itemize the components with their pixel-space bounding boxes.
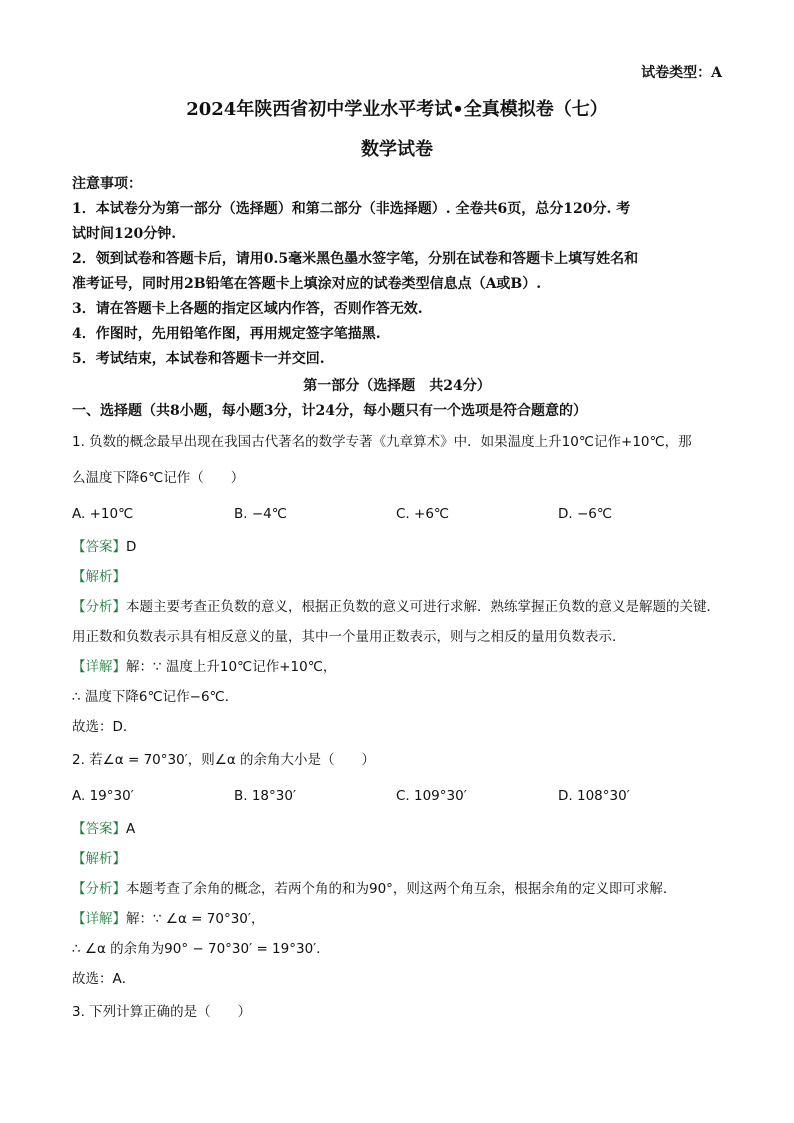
notes-line: 准考证号，同时用2B铅笔在答题卡上填涂对应的试卷类型信息点（A或B）. <box>72 276 542 292</box>
exam-type-label: 试卷类型：A <box>641 65 722 81</box>
fenxi-text: 本题主要考查正负数的意义，根据正负数的意义可进行求解．熟练掌握正负数的意义是解题的关键．用正数和负数表示具有相反意义的量，其中一个量用正数表示，则与之相反的量用负数表示． <box>72 599 720 645</box>
option-b: B. −4℃ <box>234 506 287 522</box>
notes-line: 5．考试结束，本试卷和答题卡一并交回. <box>72 351 325 367</box>
fenxi-paragraph <box>72 874 722 904</box>
option-a: A. +10℃ <box>72 506 134 522</box>
answer-tag: 【答案】 <box>72 539 126 555</box>
answer-value: D <box>126 539 137 555</box>
notes-line: 4．作图时，先用铅笔作图，再用规定签字笔描黑. <box>72 326 381 342</box>
notes-line: 试时间120分钟. <box>72 226 177 242</box>
fenxi-text: 本题考查了余角的概念，若两个角的和为90°，则这两个角互余，根据余角的定义即可求解． <box>126 881 677 897</box>
part1-heading: 第一部分（选择题 共24分） <box>303 378 491 394</box>
answer-value: A <box>126 821 136 837</box>
fenxi-paragraph <box>72 592 722 652</box>
analysis-line <box>72 844 722 874</box>
answer-tag: 【答案】 <box>72 821 126 837</box>
option-d: D. 108°30′ <box>558 788 630 804</box>
question-2-options <box>72 778 722 814</box>
analysis-line <box>72 562 722 592</box>
detail-text: 解：∵ 温度上升10℃记作+10℃， <box>126 659 337 675</box>
choose-line: 故选：D． <box>72 719 137 735</box>
detail-line: ∴ ∠α 的余角为90° − 70°30′ = 19°30′． <box>72 941 330 957</box>
fenxi-tag: 【分析】 <box>72 881 126 897</box>
analysis-tag: 【解析】 <box>72 851 126 867</box>
choose-line: 故选：A． <box>72 971 136 987</box>
question-3-stem: 3. 下列计算正确的是（ ） <box>72 1004 252 1020</box>
option-c: C. 109°30′ <box>396 788 467 804</box>
answer-line <box>72 532 722 562</box>
notes-line: 1．本试卷分为第一部分（选择题）和第二部分（非选择题）. 全卷共6页，总分120分. 考 <box>72 201 631 217</box>
notes-line: 2．领到试卷和答题卡后，请用0.5毫米黑色墨水签字笔，分别在试卷和答题卡上填写姓名和 <box>72 251 639 267</box>
option-d: D. −6℃ <box>558 506 613 522</box>
question-1-options <box>72 496 722 532</box>
analysis-tag: 【解析】 <box>72 569 126 585</box>
option-a: A. 19°30′ <box>72 788 134 804</box>
fenxi-tag: 【分析】 <box>72 599 126 615</box>
detail-line <box>72 904 722 934</box>
detail-line: ∴ 温度下降6℃记作−6℃． <box>72 689 239 705</box>
question-2-stem: 2. 若∠α = 70°30′，则∠α 的余角大小是（ ） <box>72 752 376 768</box>
notes-line: 3．请在答题卡上各题的指定区域内作答，否则作答无效. <box>72 301 423 317</box>
section-heading: 一、选择题（共8小题，每小题3分，计24分，每小题只有一个选项是符合题意的） <box>72 403 587 419</box>
detail-tag: 【详解】 <box>72 911 126 927</box>
notes-section <box>72 172 722 372</box>
answer-line <box>72 814 722 844</box>
page-title: 2024年陕西省初中学业水平考试•全真模拟卷（七） <box>186 99 608 120</box>
detail-text: 解：∵ ∠α = 70°30′， <box>126 911 265 927</box>
page-subtitle: 数学试卷 <box>361 139 433 160</box>
detail-line <box>72 652 722 682</box>
detail-tag: 【详解】 <box>72 659 126 675</box>
option-b: B. 18°30′ <box>234 788 297 804</box>
option-c: C. +6℃ <box>396 506 450 522</box>
question-1-stem-line2: 么温度下降6℃记作（ ） <box>72 470 245 486</box>
notes-heading: 注意事项： <box>72 176 142 192</box>
question-1-stem-line1: 1. 负数的概念最早出现在我国古代著名的数学专著《九章算术》中．如果温度上升10℃记作+10℃，那 <box>72 434 692 450</box>
